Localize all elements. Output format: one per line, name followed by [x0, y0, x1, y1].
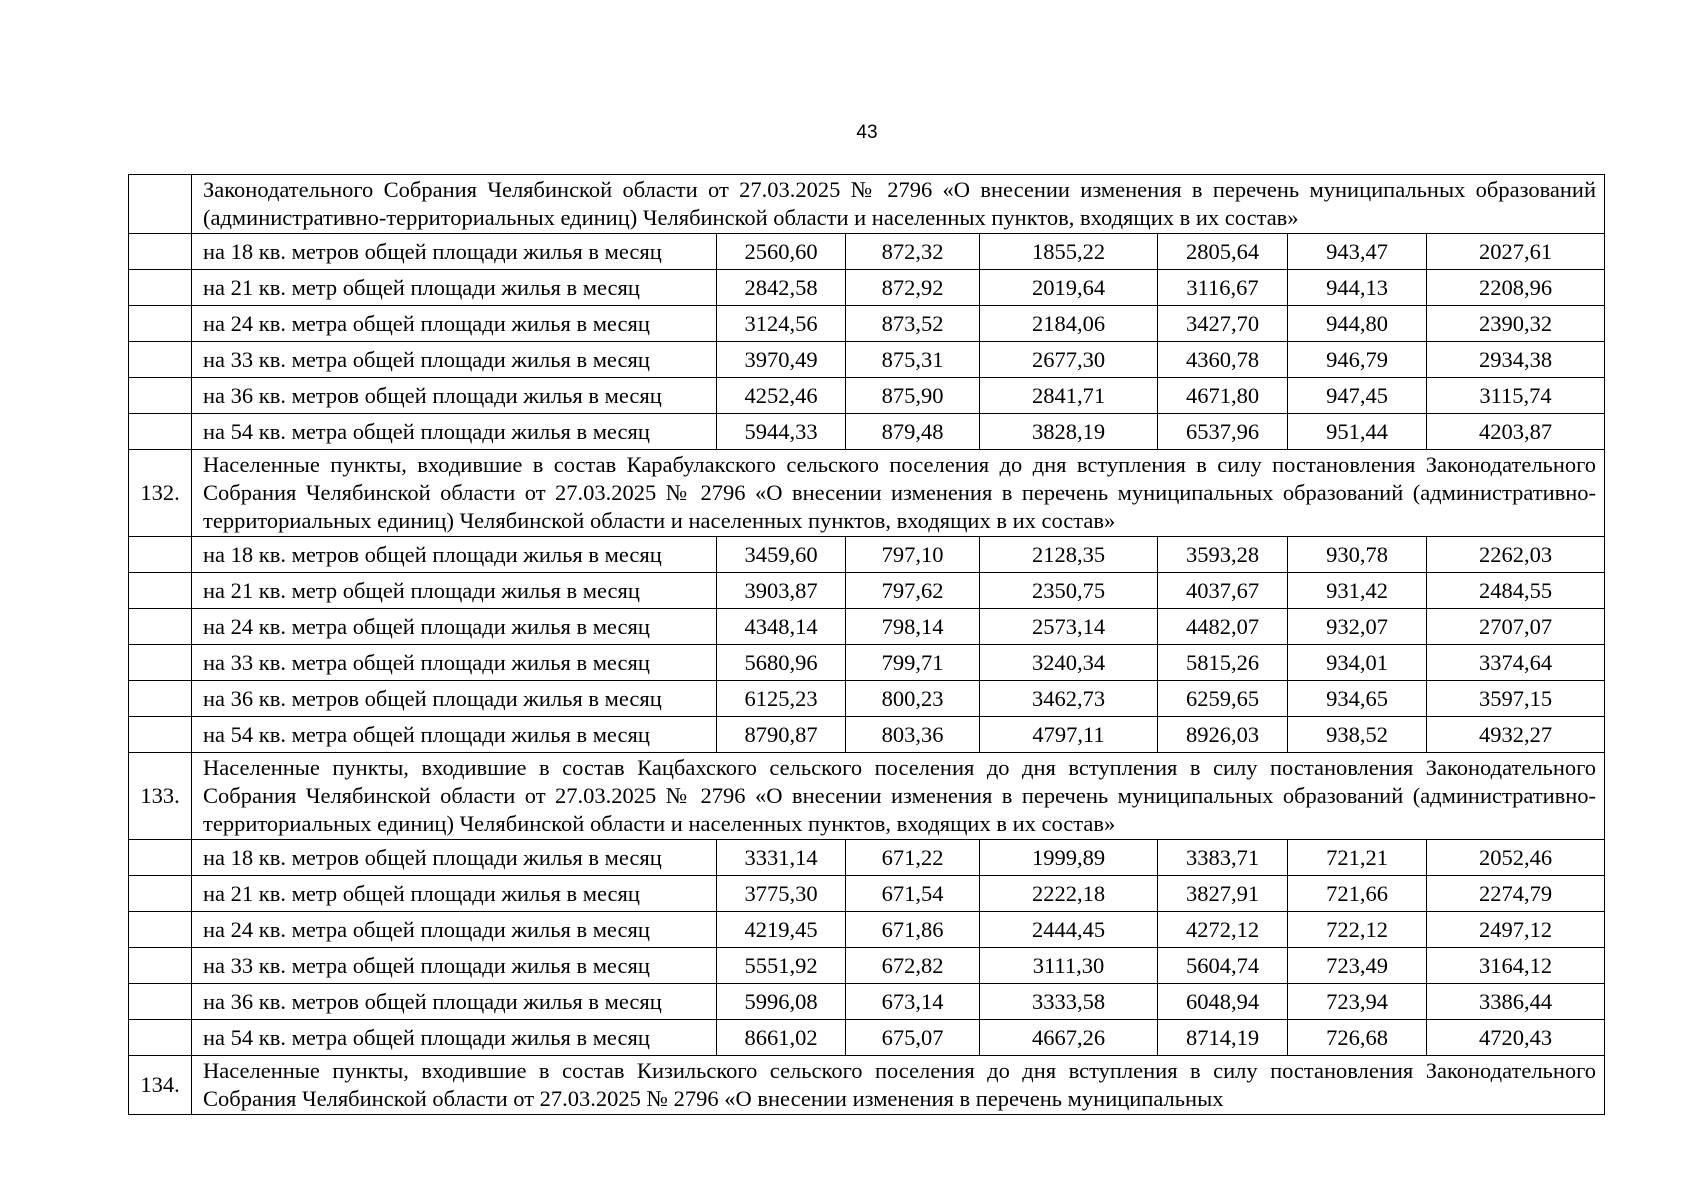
row-value: 4667,26 [980, 1020, 1158, 1056]
table-row [129, 609, 1605, 645]
row-value: 798,14 [846, 609, 980, 645]
row-value: 4037,67 [1158, 573, 1288, 609]
row-number-cell [129, 840, 192, 876]
table-row [129, 342, 1605, 378]
table-row [129, 840, 1605, 876]
table-body [129, 175, 1605, 1115]
row-value: 3111,30 [980, 948, 1158, 984]
row-number-cell [129, 414, 192, 450]
table-row [129, 378, 1605, 414]
row-number-cell [129, 573, 192, 609]
row-value: 3164,12 [1427, 948, 1605, 984]
row-number-cell [129, 1020, 192, 1056]
row-number-cell [129, 876, 192, 912]
row-value: 673,14 [846, 984, 980, 1020]
row-label: на 33 кв. метра общей площади жилья в месяц [192, 645, 717, 681]
row-value: 3593,28 [1158, 537, 1288, 573]
row-value: 4252,46 [717, 378, 846, 414]
row-value: 2444,45 [980, 912, 1158, 948]
row-value: 671,22 [846, 840, 980, 876]
row-value: 2184,06 [980, 306, 1158, 342]
row-value: 873,52 [846, 306, 980, 342]
row-value: 2842,58 [717, 270, 846, 306]
row-number-cell [129, 306, 192, 342]
row-value: 8926,03 [1158, 717, 1288, 753]
row-number-cell [129, 609, 192, 645]
row-value: 875,90 [846, 378, 980, 414]
table-row [129, 681, 1605, 717]
section-description: Законодательного Собрания Челябинской области от 27.03.2025 № 2796 «О внесении изменения в перечень муниципальных образований (административно-территориальных единиц) Челябинской области и населенных пунктов, входящих в их состав» [192, 175, 1605, 234]
row-value: 8790,87 [717, 717, 846, 753]
row-label: на 33 кв. метра общей площади жилья в месяц [192, 948, 717, 984]
row-label: на 24 кв. метра общей площади жилья в месяц [192, 912, 717, 948]
row-value: 1999,89 [980, 840, 1158, 876]
row-value: 2805,64 [1158, 234, 1288, 270]
row-label: на 24 кв. метра общей площади жилья в месяц [192, 609, 717, 645]
row-number-cell [129, 984, 192, 1020]
row-value: 5815,26 [1158, 645, 1288, 681]
row-value: 4360,78 [1158, 342, 1288, 378]
row-value: 3827,91 [1158, 876, 1288, 912]
table-row [129, 645, 1605, 681]
row-value: 2677,30 [980, 342, 1158, 378]
row-value: 4932,27 [1427, 717, 1605, 753]
row-value: 2128,35 [980, 537, 1158, 573]
row-value: 4482,07 [1158, 609, 1288, 645]
row-value: 722,12 [1288, 912, 1427, 948]
section-number: 132. [129, 450, 192, 537]
row-number-cell [129, 717, 192, 753]
table-row [129, 1020, 1605, 1056]
row-value: 947,45 [1288, 378, 1427, 414]
row-label: на 21 кв. метр общей площади жилья в месяц [192, 573, 717, 609]
row-value: 931,42 [1288, 573, 1427, 609]
row-value: 726,68 [1288, 1020, 1427, 1056]
section-continuation-row [129, 175, 1605, 234]
row-value: 800,23 [846, 681, 980, 717]
table-row [129, 306, 1605, 342]
row-value: 2497,12 [1427, 912, 1605, 948]
row-value: 3115,74 [1427, 378, 1605, 414]
section-description: Населенные пункты, входившие в состав Кизильского сельского поселения до дня вступления в силу постановления Законодательного Собрания Челябинской области от 27.03.2025 № 2796 «О внесении изменения в перечень муниципальных [192, 1056, 1605, 1115]
row-value: 946,79 [1288, 342, 1427, 378]
row-value: 2208,96 [1427, 270, 1605, 306]
row-label: на 36 кв. метров общей площади жилья в месяц [192, 984, 717, 1020]
table-row [129, 414, 1605, 450]
row-value: 875,31 [846, 342, 980, 378]
row-number-cell [129, 270, 192, 306]
row-value: 5680,96 [717, 645, 846, 681]
row-value: 2707,07 [1427, 609, 1605, 645]
row-value: 932,07 [1288, 609, 1427, 645]
row-value: 4671,80 [1158, 378, 1288, 414]
row-value: 5944,33 [717, 414, 846, 450]
row-value: 672,82 [846, 948, 980, 984]
table-row [129, 537, 1605, 573]
row-label: на 24 кв. метра общей площади жилья в месяц [192, 306, 717, 342]
row-value: 944,13 [1288, 270, 1427, 306]
row-value: 3124,56 [717, 306, 846, 342]
row-value: 3903,87 [717, 573, 846, 609]
row-value: 2262,03 [1427, 537, 1605, 573]
row-value: 951,44 [1288, 414, 1427, 450]
row-label: на 36 кв. метров общей площади жилья в месяц [192, 681, 717, 717]
section-header-row-partial [129, 1056, 1605, 1115]
page-number: 43 [856, 122, 878, 143]
row-value: 2019,64 [980, 270, 1158, 306]
row-value: 2573,14 [980, 609, 1158, 645]
row-value: 2484,55 [1427, 573, 1605, 609]
row-label: на 18 кв. метров общей площади жилья в месяц [192, 840, 717, 876]
row-value: 797,10 [846, 537, 980, 573]
row-value: 938,52 [1288, 717, 1427, 753]
row-value: 4272,12 [1158, 912, 1288, 948]
row-label: на 54 кв. метра общей площади жилья в месяц [192, 717, 717, 753]
row-number-cell [129, 234, 192, 270]
row-value: 879,48 [846, 414, 980, 450]
row-value: 4203,87 [1427, 414, 1605, 450]
row-value: 3116,67 [1158, 270, 1288, 306]
row-value: 4720,43 [1427, 1020, 1605, 1056]
row-value: 934,65 [1288, 681, 1427, 717]
row-value: 944,80 [1288, 306, 1427, 342]
row-value: 2390,32 [1427, 306, 1605, 342]
row-label: на 18 кв. метров общей площади жилья в месяц [192, 234, 717, 270]
row-value: 943,47 [1288, 234, 1427, 270]
row-number-cell [129, 912, 192, 948]
row-value: 4219,45 [717, 912, 846, 948]
section-description: Населенные пункты, входившие в состав Кацбахского сельского поселения до дня вступления в силу постановления Законодательного Собрания Челябинской области от 27.03.2025 № 2796 «О внесении изменения в перечень муниципальных образований (административно-территориальных единиц) Челябинской области и населенных пунктов, входящих в их состав» [192, 753, 1605, 840]
row-value: 6125,23 [717, 681, 846, 717]
row-label: на 33 кв. метра общей площади жилья в месяц [192, 342, 717, 378]
row-value: 721,21 [1288, 840, 1427, 876]
row-value: 5996,08 [717, 984, 846, 1020]
section-header-row [129, 753, 1605, 840]
row-value: 872,32 [846, 234, 980, 270]
row-value: 2934,38 [1427, 342, 1605, 378]
row-value: 3383,71 [1158, 840, 1288, 876]
row-value: 3374,64 [1427, 645, 1605, 681]
row-number-cell [129, 537, 192, 573]
row-value: 3828,19 [980, 414, 1158, 450]
row-value: 723,94 [1288, 984, 1427, 1020]
row-value: 671,54 [846, 876, 980, 912]
row-label: на 54 кв. метра общей площади жилья в месяц [192, 414, 717, 450]
row-value: 3462,73 [980, 681, 1158, 717]
table-row [129, 717, 1605, 753]
row-value: 2350,75 [980, 573, 1158, 609]
table-row [129, 912, 1605, 948]
section-number: 133. [129, 753, 192, 840]
row-value: 2052,46 [1427, 840, 1605, 876]
row-value: 3333,58 [980, 984, 1158, 1020]
row-value: 2274,79 [1427, 876, 1605, 912]
row-value: 3427,70 [1158, 306, 1288, 342]
row-value: 721,66 [1288, 876, 1427, 912]
row-value: 3386,44 [1427, 984, 1605, 1020]
row-label: на 21 кв. метр общей площади жилья в месяц [192, 270, 717, 306]
row-value: 8714,19 [1158, 1020, 1288, 1056]
row-value: 930,78 [1288, 537, 1427, 573]
row-value: 3775,30 [717, 876, 846, 912]
section-number: 134. [129, 1056, 192, 1115]
row-number-cell [129, 681, 192, 717]
row-value: 797,62 [846, 573, 980, 609]
row-value: 3331,14 [717, 840, 846, 876]
row-value: 8661,02 [717, 1020, 846, 1056]
row-value: 5604,74 [1158, 948, 1288, 984]
row-number-cell [129, 645, 192, 681]
row-value: 3597,15 [1427, 681, 1605, 717]
row-label: на 18 кв. метров общей площади жилья в месяц [192, 537, 717, 573]
tariff-table [128, 174, 1605, 1115]
table-row [129, 984, 1605, 1020]
row-label: на 54 кв. метра общей площади жилья в месяц [192, 1020, 717, 1056]
table-row [129, 948, 1605, 984]
row-value: 1855,22 [980, 234, 1158, 270]
row-value: 5551,92 [717, 948, 846, 984]
row-value: 2841,71 [980, 378, 1158, 414]
row-label: на 21 кв. метр общей площади жилья в месяц [192, 876, 717, 912]
table-row [129, 876, 1605, 912]
table-row [129, 270, 1605, 306]
row-value: 872,92 [846, 270, 980, 306]
row-number-cell [129, 342, 192, 378]
row-value: 2222,18 [980, 876, 1158, 912]
row-value: 671,86 [846, 912, 980, 948]
table-row [129, 573, 1605, 609]
section-header-row [129, 450, 1605, 537]
section-number [129, 175, 192, 234]
row-value: 2027,61 [1427, 234, 1605, 270]
row-value: 3459,60 [717, 537, 846, 573]
row-value: 6259,65 [1158, 681, 1288, 717]
row-label: на 36 кв. метров общей площади жилья в месяц [192, 378, 717, 414]
row-value: 803,36 [846, 717, 980, 753]
row-value: 675,07 [846, 1020, 980, 1056]
row-value: 723,49 [1288, 948, 1427, 984]
row-value: 799,71 [846, 645, 980, 681]
row-value: 3240,34 [980, 645, 1158, 681]
row-value: 3970,49 [717, 342, 846, 378]
row-value: 4348,14 [717, 609, 846, 645]
table-row [129, 234, 1605, 270]
row-value: 4797,11 [980, 717, 1158, 753]
row-value: 6048,94 [1158, 984, 1288, 1020]
row-number-cell [129, 948, 192, 984]
row-value: 6537,96 [1158, 414, 1288, 450]
section-description: Населенные пункты, входившие в состав Карабулакского сельского поселения до дня вступления в силу постановления Законодательного Собрания Челябинской области от 27.03.2025 № 2796 «О внесении изменения в перечень муниципальных образований (административно-территориальных единиц) Челябинской области и населенных пунктов, входящих в их состав» [192, 450, 1605, 537]
row-number-cell [129, 378, 192, 414]
row-value: 2560,60 [717, 234, 846, 270]
row-value: 934,01 [1288, 645, 1427, 681]
